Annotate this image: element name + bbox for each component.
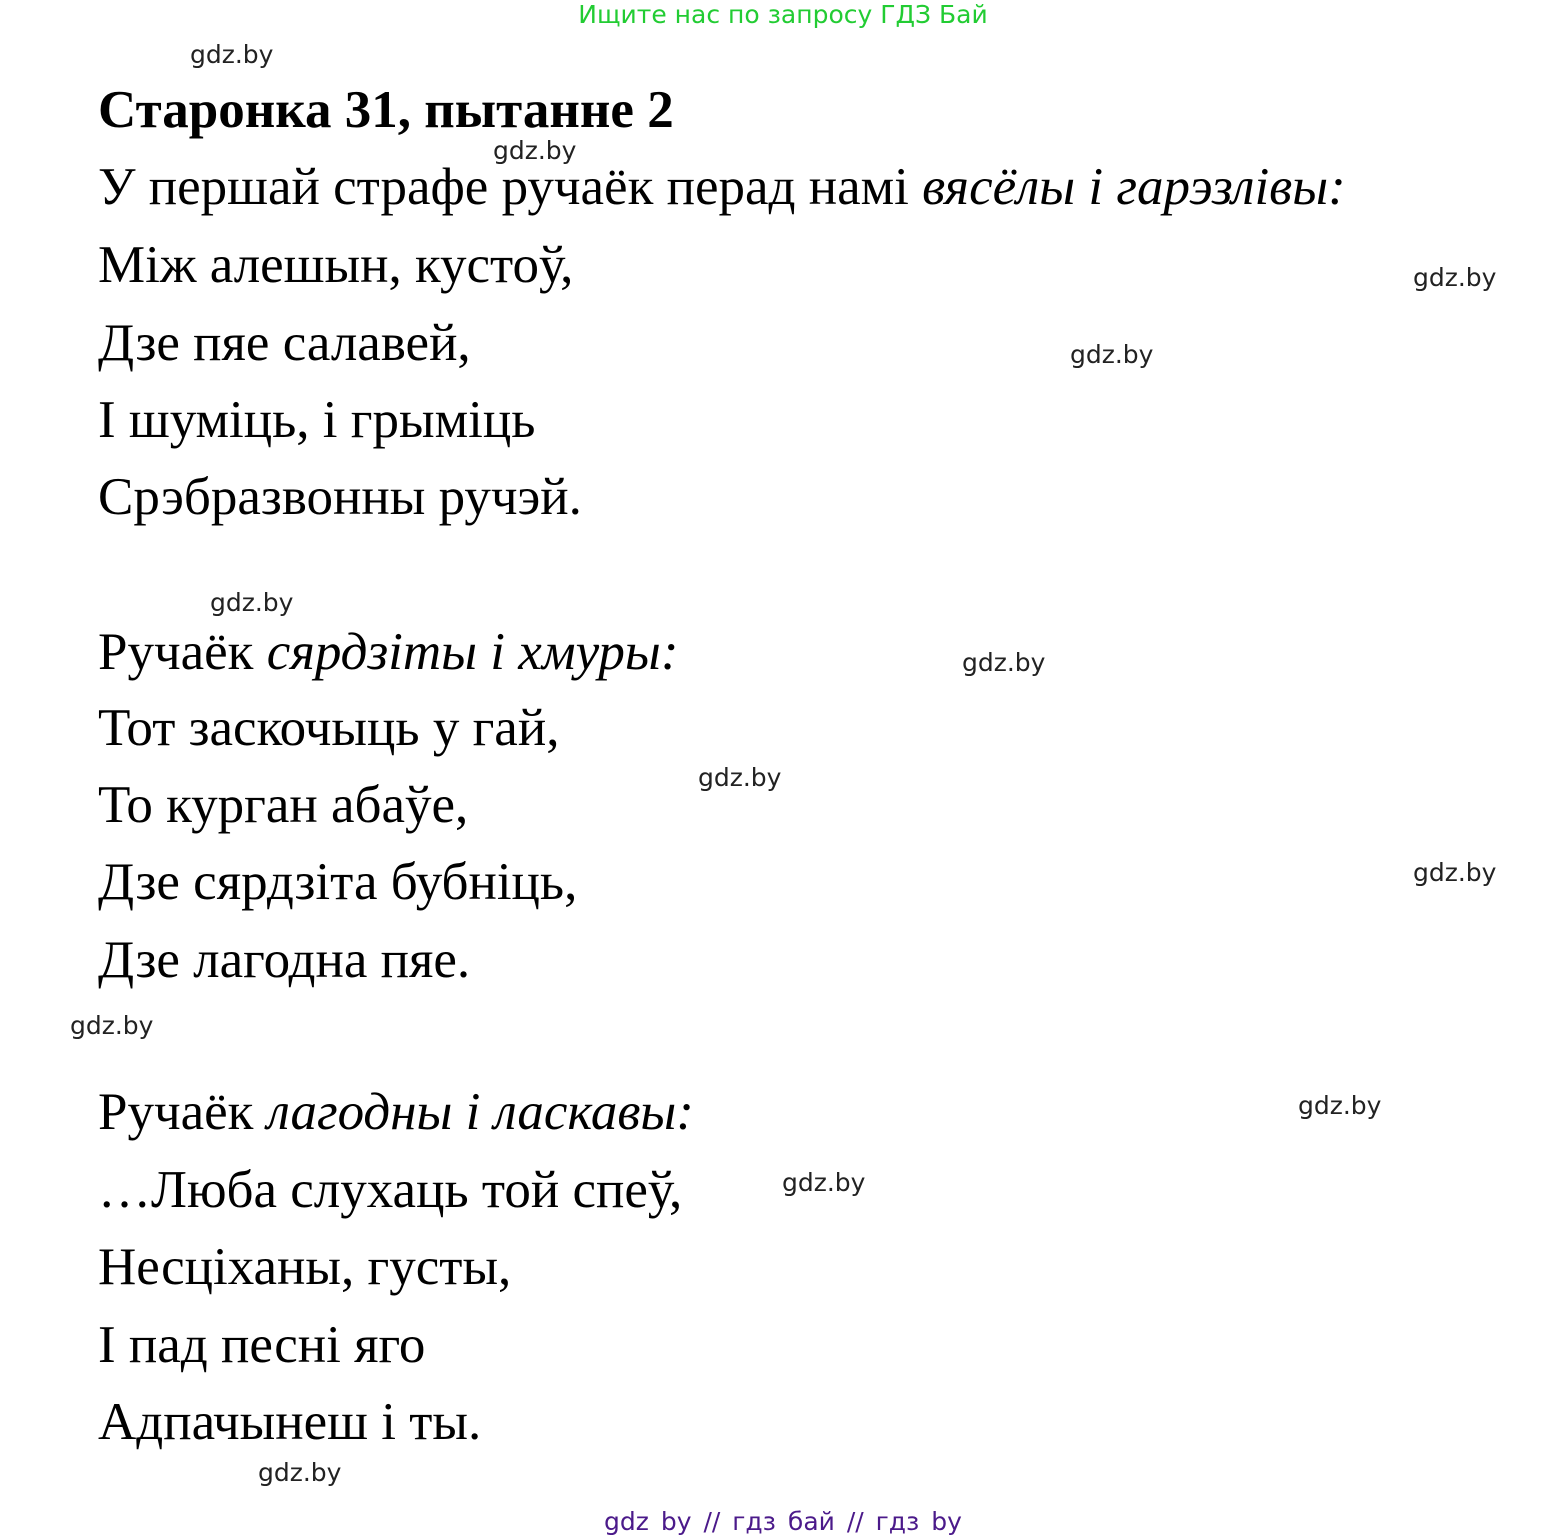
line-text: Ручаёк	[98, 1083, 267, 1141]
line-text: Дзе пяе салавей,	[98, 314, 471, 372]
text-line	[98, 390, 535, 450]
footer-links: gdz by // гдз бай // гдз by	[604, 1507, 962, 1536]
line-text: Дзе сярдзіта бубніць,	[98, 853, 578, 911]
text-line	[98, 930, 470, 990]
text-line	[98, 467, 582, 527]
watermark: gdz.by	[698, 763, 782, 792]
header-banner: Ищите нас по запросу ГДЗ Бай	[578, 0, 988, 29]
watermark: gdz.by	[962, 648, 1046, 677]
line-text: Срэбразвонны ручэй.	[98, 468, 582, 526]
text-line	[98, 775, 468, 835]
line-italic-text: сярдзіты і хмуры:	[266, 623, 679, 681]
line-italic-text: лагодны і ласкавы:	[266, 1083, 694, 1141]
line-text: І шуміць, і грыміць	[98, 391, 536, 449]
watermark: gdz.by	[70, 1011, 154, 1040]
watermark: gdz.by	[190, 40, 274, 69]
text-line	[98, 313, 471, 373]
line-text: Між алешын, кустоў,	[98, 236, 574, 294]
line-text: У першай страфе ручаёк перад намі	[98, 158, 923, 216]
watermark: gdz.by	[782, 1168, 866, 1197]
watermark: gdz.by	[1413, 263, 1497, 292]
text-line	[98, 235, 573, 295]
line-text: Ручаёк	[98, 623, 267, 681]
line-text: Несціханы, густы,	[98, 1238, 512, 1296]
watermark: gdz.by	[1413, 858, 1497, 887]
text-line	[98, 1082, 694, 1142]
text-line	[98, 1392, 481, 1452]
line-text: І пад песні яго	[98, 1316, 426, 1374]
line-text: …Люба слухаць той спеў,	[98, 1161, 683, 1219]
text-line	[98, 852, 577, 912]
watermark: gdz.by	[493, 136, 577, 165]
text-line	[98, 1160, 682, 1220]
text-line	[98, 1237, 511, 1297]
line-text: То курган абаўе,	[98, 776, 469, 834]
watermark: gdz.by	[1070, 340, 1154, 369]
text-line	[98, 622, 678, 682]
text-line	[98, 1315, 425, 1375]
watermark: gdz.by	[258, 1458, 342, 1487]
line-text: Адпачынеш і ты.	[98, 1393, 482, 1451]
line-text: Тот заскочыць у гай,	[98, 699, 560, 757]
text-line	[98, 698, 559, 758]
text-line	[98, 157, 1346, 217]
watermark: gdz.by	[1298, 1091, 1382, 1120]
page-title: Старонка 31, пытанне 2	[98, 81, 674, 139]
watermark: gdz.by	[210, 588, 294, 617]
line-italic-text: вясёлы і гарэзлівы:	[922, 158, 1346, 216]
line-text: Дзе лагодна пяе.	[98, 931, 471, 989]
